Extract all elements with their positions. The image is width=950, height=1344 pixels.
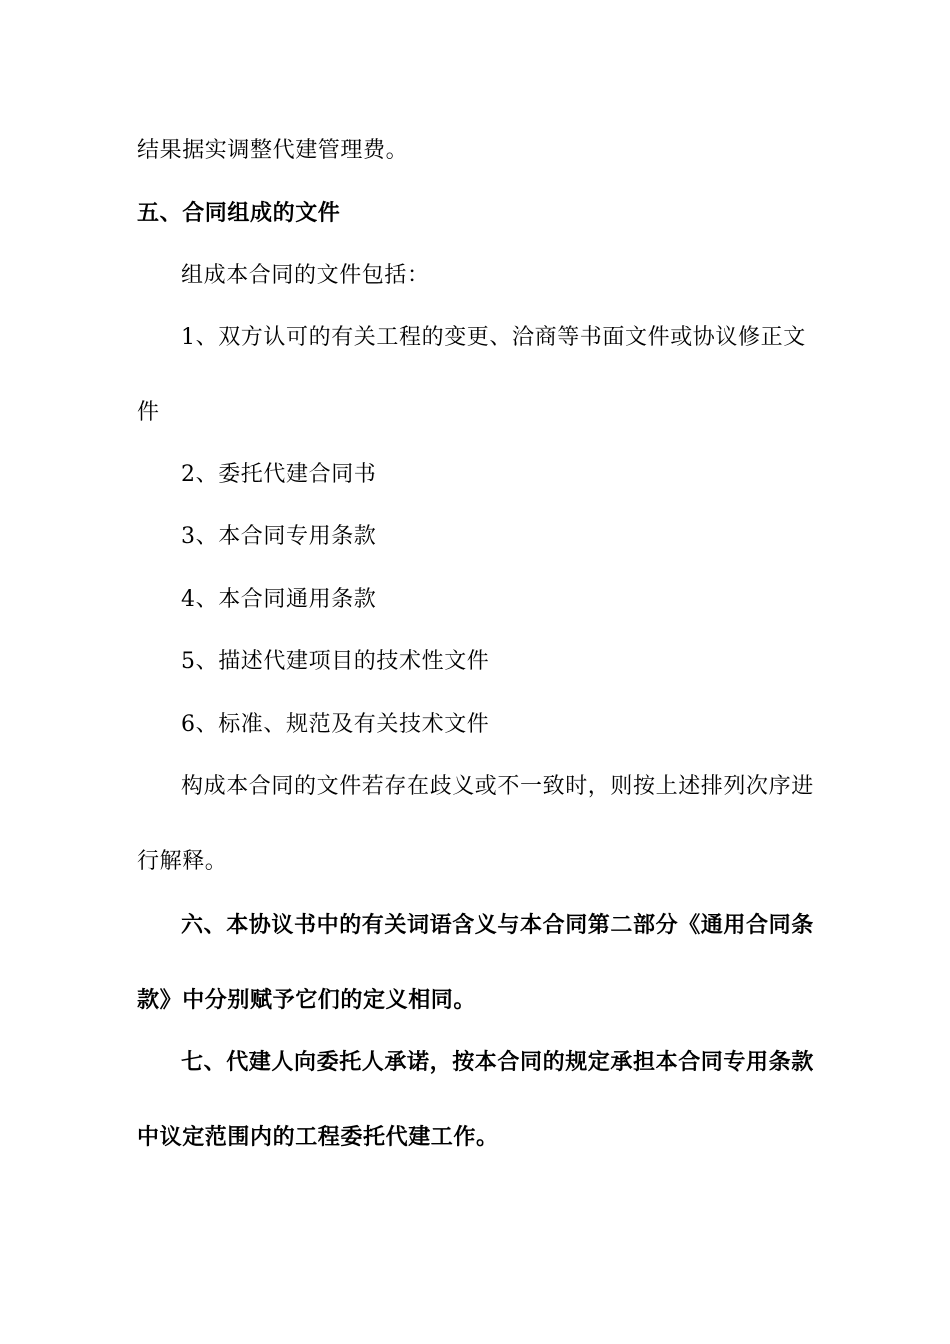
- list-item: 3、本合同专用条款: [181, 524, 377, 549]
- paragraph-line: 构成本合同的文件若存在歧义或不一致时，则按上述排列次序进: [181, 774, 814, 799]
- paragraph-line: 件: [137, 400, 160, 425]
- paragraph-line: 组成本合同的文件包括：: [181, 263, 430, 288]
- list-item: 6、标准、规范及有关技术文件: [181, 712, 490, 737]
- section-heading: 款》中分别赋予它们的定义相同。: [137, 987, 477, 1013]
- section-heading: 中议定范围内的工程委托代建工作。: [137, 1124, 499, 1150]
- paragraph-line: 结果据实调整代建管理费。: [137, 138, 409, 163]
- section-heading: 六、本协议书中的有关词语含义与本合同第二部分《通用合同条: [181, 912, 814, 938]
- section-heading: 五、合同组成的文件: [137, 200, 341, 226]
- list-item: 4、本合同通用条款: [181, 587, 377, 612]
- paragraph-line: 行解释。: [137, 849, 228, 874]
- list-item: 2、委托代建合同书: [181, 462, 377, 487]
- list-item: 5、描述代建项目的技术性文件: [181, 649, 490, 674]
- section-heading: 七、代建人向委托人承诺，按本合同的规定承担本合同专用条款: [181, 1049, 814, 1075]
- list-item: 1、双方认可的有关工程的变更、洽商等书面文件或协议修正文: [181, 325, 806, 350]
